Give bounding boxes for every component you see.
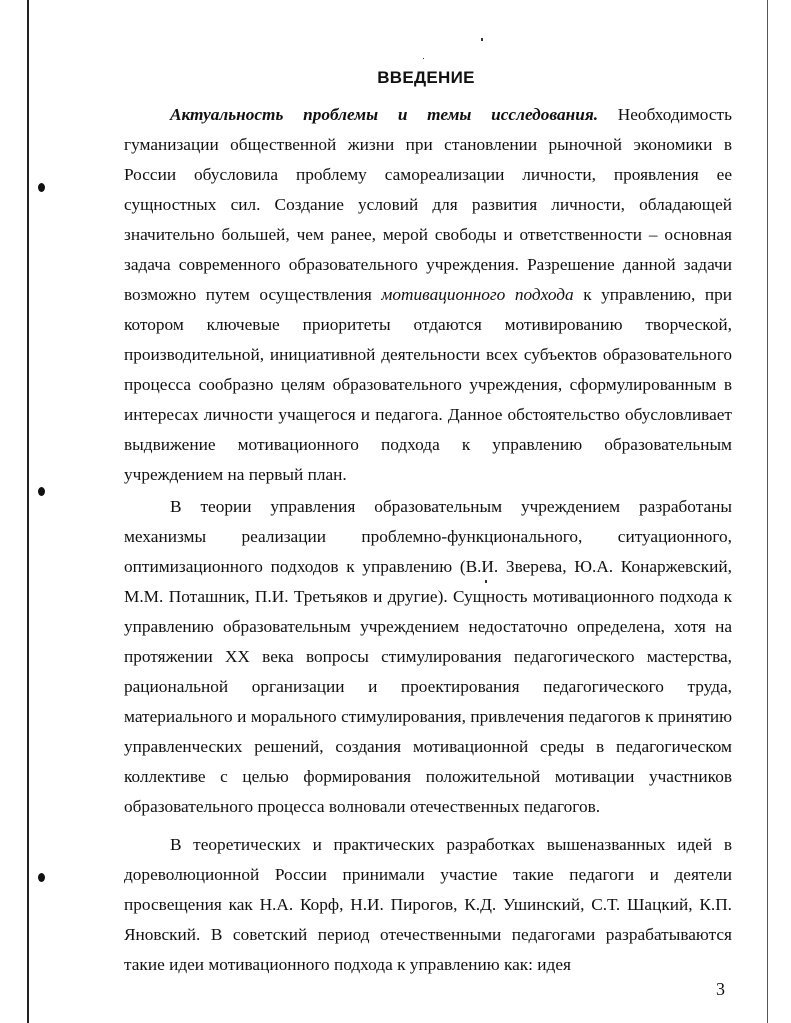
emphasis-term: мотивационного подхода [381, 285, 574, 304]
section-title: ВВЕДЕНИЕ [377, 68, 475, 87]
binder-hole-mark [38, 873, 45, 882]
paragraph-lead: Актуальность проблемы и темы исследования. [170, 105, 599, 124]
paragraph-text: к управлению, при котором ключевые приоритеты отдаются мотивированию творческой, производительной, инициативной деятельности всех субъектов образовательного процесса сообразно целям образовательного учреждения, сформулированным в интересах личности учащегося и педагога. Данное обстоятельство обусловливает выдвижение мотивационного подхода к управлению образовательным учреждением на первый план. [124, 285, 732, 484]
paragraph-3: В теоретических и практических разработках вышеназванных идей в дореволюционной России принимали участие такие педагоги и деятели просвещения как Н.А. Корф, Н.И. Пирогов, К.Д. Ушинский, С.Т. Шацкий, К.П. Яновский. В советский период отечественными педагогами разрабатываются такие идеи мотивационного подхода к управлению как: идея [124, 835, 732, 974]
scan-edge-right [767, 0, 768, 1023]
paragraph-1 [124, 100, 732, 490]
scan-edge-left [27, 0, 29, 1023]
scan-speck [481, 38, 483, 41]
binder-hole-mark [38, 183, 45, 192]
body-text [124, 100, 732, 980]
page-number: 3 [716, 979, 725, 999]
binder-hole-mark [38, 487, 45, 496]
paragraph-2: В теории управления образовательным учреждением разработаны механизмы реализации проблемно-функционального, ситуационного, оптимизационного подходов к управлению (В.И. Зверева, Ю.А. Конаржевский, М.М. Поташник, П.И. Третьяков и другие). Сущность мотивационного подхода к управлению образовательным учреждением недостаточно определена, хотя на протяжении XX века вопросы стимулирования педагогического мастерства, рациональной организации и проектирования педагогического труда, материального и морального стимулирования, привлечения педагогов к принятию управленческих решений, создания мотивационной среды в педагогическом коллективе с целью формирования положительной мотивации участников образовательного процесса волновали отечественных педагогов. [124, 497, 732, 816]
scan-speck [423, 58, 424, 59]
paragraph-text: Необходимость гуманизации общественной жизни при становлении рыночной экономики в России обусловила проблему самореализации личности, проявления ее сущностных сил. Создание условий для развития личности, обладающей значительно большей, чем ранее, мерой свободы и ответственности – основная задача современного образовательного учреждения. Разрешение данной задачи возможно путем осуществления [124, 105, 732, 304]
